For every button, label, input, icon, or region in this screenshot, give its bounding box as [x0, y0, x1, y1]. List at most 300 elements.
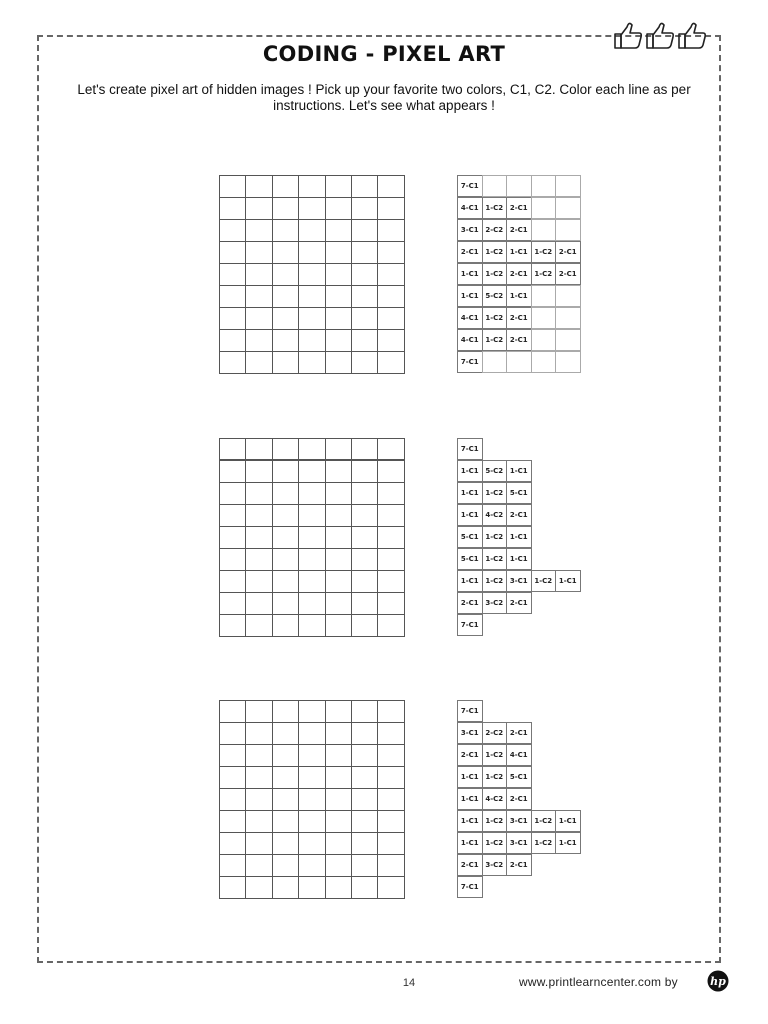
pixel-cell[interactable]: [378, 593, 404, 615]
pixel-cell[interactable]: [326, 198, 352, 220]
pixel-cell[interactable]: [299, 352, 325, 374]
pixel-cell[interactable]: [220, 198, 246, 220]
instruction-cell: 5-C1: [457, 548, 483, 570]
pixel-cell[interactable]: [352, 615, 378, 637]
pixel-cell[interactable]: [352, 571, 378, 593]
instruction-row: [458, 242, 581, 264]
instruction-cell: 2-C1: [506, 307, 532, 329]
instruction-cell: [555, 307, 581, 329]
pixel-cell[interactable]: [326, 220, 352, 242]
pixel-cell[interactable]: [326, 505, 352, 527]
pixel-cell[interactable]: [326, 701, 352, 723]
pixel-cell[interactable]: [378, 833, 404, 855]
instruction-cell: 2-C1: [506, 854, 532, 876]
pixel-cell[interactable]: [220, 767, 246, 789]
pixel-cell[interactable]: [352, 220, 378, 242]
pixel-cell[interactable]: [326, 571, 352, 593]
pixel-cell[interactable]: [326, 461, 352, 483]
pixel-cell[interactable]: [326, 352, 352, 374]
pixel-cell[interactable]: [326, 877, 352, 899]
instruction-row: [458, 308, 581, 330]
pixel-cell[interactable]: [273, 855, 299, 877]
instruction-cell: [482, 351, 508, 373]
instruction-cell: 1-C1: [506, 548, 532, 570]
pixel-cell[interactable]: [220, 723, 246, 745]
pixel-cell[interactable]: [326, 242, 352, 264]
pixel-cell[interactable]: [220, 286, 246, 308]
instruction-cell: 1-C2: [482, 197, 508, 219]
pixel-cell[interactable]: [273, 461, 299, 483]
pixel-cell[interactable]: [220, 877, 246, 899]
pixel-cell[interactable]: [246, 439, 272, 461]
pixel-cell[interactable]: [299, 571, 325, 593]
pixel-cell[interactable]: [326, 723, 352, 745]
pixel-cell[interactable]: [246, 330, 272, 352]
pixel-cell[interactable]: [220, 220, 246, 242]
pixel-cell[interactable]: [246, 505, 272, 527]
instruction-cell: 7-C1: [457, 351, 483, 373]
instruction-row: [458, 571, 581, 593]
pixel-cell[interactable]: [352, 877, 378, 899]
pixel-cell[interactable]: [299, 198, 325, 220]
pixel-cell[interactable]: [352, 855, 378, 877]
pixel-cell[interactable]: [220, 571, 246, 593]
pixel-cell[interactable]: [246, 461, 272, 483]
blank-pixel-grid[interactable]: [219, 175, 405, 374]
instruction-row: [458, 176, 581, 198]
pixel-cell[interactable]: [299, 877, 325, 899]
instruction-table: [458, 701, 581, 899]
pixel-cell[interactable]: [246, 264, 272, 286]
pixel-cell[interactable]: [326, 308, 352, 330]
pixel-cell[interactable]: [220, 461, 246, 483]
pixel-cell[interactable]: [299, 615, 325, 637]
instruction-row: [458, 549, 581, 571]
instruction-cell: 2-C2: [482, 722, 508, 744]
instruction-cell: 3-C1: [506, 570, 532, 592]
pixel-cell[interactable]: [326, 330, 352, 352]
pixel-cell[interactable]: [299, 330, 325, 352]
instruction-cell: 7-C1: [457, 614, 483, 636]
pixel-cell[interactable]: [378, 877, 404, 899]
pixel-cell[interactable]: [273, 549, 299, 571]
pixel-cell[interactable]: [273, 789, 299, 811]
pixel-cell[interactable]: [352, 308, 378, 330]
pixel-cell[interactable]: [220, 855, 246, 877]
pixel-cell[interactable]: [299, 527, 325, 549]
instruction-cell: 2-C1: [457, 592, 483, 614]
pixel-cell[interactable]: [299, 286, 325, 308]
pixel-cell[interactable]: [246, 308, 272, 330]
pixel-cell[interactable]: [246, 593, 272, 615]
pixel-cell[interactable]: [273, 242, 299, 264]
instruction-cell: 1-C1: [457, 482, 483, 504]
instruction-cell: 1-C1: [457, 504, 483, 526]
pixel-cell[interactable]: [246, 701, 272, 723]
instruction-cell: 1-C2: [482, 766, 508, 788]
pixel-cell[interactable]: [299, 789, 325, 811]
pixel-cell[interactable]: [273, 483, 299, 505]
pixel-cell[interactable]: [246, 767, 272, 789]
pixel-cell[interactable]: [378, 615, 404, 637]
pixel-cell[interactable]: [246, 527, 272, 549]
instruction-row: [458, 855, 581, 877]
instruction-cell: 1-C1: [457, 460, 483, 482]
pixel-cell[interactable]: [299, 220, 325, 242]
hp-logo-icon: [707, 970, 729, 992]
pixel-cell[interactable]: [326, 789, 352, 811]
instruction-cell: 3-C1: [506, 810, 532, 832]
pixel-cell[interactable]: [246, 745, 272, 767]
instruction-row: [458, 198, 581, 220]
pixel-cell[interactable]: [220, 505, 246, 527]
pixel-cell[interactable]: [352, 176, 378, 198]
pixel-cell[interactable]: [273, 264, 299, 286]
blank-pixel-grid[interactable]: [219, 700, 405, 899]
pixel-cell[interactable]: [246, 549, 272, 571]
instructions-text: Let's create pixel art of hidden images ! Pick up your favorite two colors, C1, C2. Color each line as per instructions. Let's see what appears !: [77, 82, 691, 113]
instruction-cell: 1-C1: [506, 460, 532, 482]
pixel-cell[interactable]: [273, 505, 299, 527]
instruction-cell: 2-C1: [457, 854, 483, 876]
pixel-cell[interactable]: [273, 745, 299, 767]
instruction-cell: 5-C2: [482, 460, 508, 482]
instruction-row: [458, 286, 581, 308]
instruction-row: [458, 505, 581, 527]
pixel-cell[interactable]: [378, 811, 404, 833]
instruction-cell: [531, 307, 557, 329]
pixel-cell[interactable]: [352, 286, 378, 308]
pixel-cell[interactable]: [352, 352, 378, 374]
pixel-cell[interactable]: [326, 767, 352, 789]
pixel-cell[interactable]: [378, 745, 404, 767]
pixel-cell[interactable]: [378, 286, 404, 308]
pixel-cell[interactable]: [246, 833, 272, 855]
instruction-cell: 3-C1: [506, 832, 532, 854]
instruction-cell: 1-C1: [457, 766, 483, 788]
pixel-cell[interactable]: [246, 242, 272, 264]
pixel-cell[interactable]: [299, 833, 325, 855]
pixel-cell[interactable]: [246, 352, 272, 374]
pixel-cell[interactable]: [299, 855, 325, 877]
pixel-cell[interactable]: [352, 789, 378, 811]
instruction-cell: [555, 329, 581, 351]
pixel-cell[interactable]: [220, 527, 246, 549]
instruction-cell: 5-C1: [506, 766, 532, 788]
instruction-row: [458, 593, 581, 615]
instruction-cell: 1-C2: [531, 263, 557, 285]
pixel-cell[interactable]: [246, 811, 272, 833]
instruction-row: [458, 483, 581, 505]
instruction-cell: 1-C1: [555, 832, 581, 854]
instruction-cell: [506, 351, 532, 373]
pixel-cell[interactable]: [299, 811, 325, 833]
pixel-cell[interactable]: [378, 701, 404, 723]
instruction-cell: [531, 285, 557, 307]
pixel-cell[interactable]: [246, 789, 272, 811]
instruction-cell: 1-C1: [555, 810, 581, 832]
pixel-cell[interactable]: [246, 198, 272, 220]
pixel-cell[interactable]: [326, 745, 352, 767]
instruction-cell: 1-C1: [506, 241, 532, 263]
instruction-cell: 1-C2: [482, 241, 508, 263]
pixel-cell[interactable]: [273, 833, 299, 855]
instruction-cell: [555, 219, 581, 241]
instruction-cell: 1-C2: [482, 329, 508, 351]
pixel-cell[interactable]: [378, 220, 404, 242]
pixel-cell[interactable]: [352, 198, 378, 220]
pixel-cell[interactable]: [220, 264, 246, 286]
pixel-cell[interactable]: [326, 593, 352, 615]
instruction-cell: 2-C1: [555, 241, 581, 263]
pixel-cell[interactable]: [220, 789, 246, 811]
pixel-cell[interactable]: [378, 242, 404, 264]
pixel-cell[interactable]: [378, 767, 404, 789]
pixel-cell[interactable]: [299, 505, 325, 527]
instruction-cell: 5-C1: [506, 482, 532, 504]
pixel-cell[interactable]: [326, 286, 352, 308]
instruction-cell: 7-C1: [457, 175, 483, 197]
instruction-cell: 3-C2: [482, 592, 508, 614]
pixel-cell[interactable]: [220, 701, 246, 723]
pixel-cell[interactable]: [299, 701, 325, 723]
pixel-cell[interactable]: [299, 723, 325, 745]
instruction-cell: 4-C1: [457, 307, 483, 329]
pixel-cell[interactable]: [326, 615, 352, 637]
pixel-cell[interactable]: [378, 176, 404, 198]
pixel-cell[interactable]: [220, 549, 246, 571]
instruction-cell: 1-C2: [531, 810, 557, 832]
pixel-cell[interactable]: [273, 767, 299, 789]
instruction-cell: 2-C1: [506, 263, 532, 285]
instruction-cell: 1-C2: [482, 482, 508, 504]
blank-pixel-grid[interactable]: [219, 438, 405, 637]
pixel-cell[interactable]: [273, 286, 299, 308]
instruction-row: [458, 615, 581, 637]
pixel-cell[interactable]: [246, 571, 272, 593]
pixel-cell[interactable]: [352, 330, 378, 352]
pixel-cell[interactable]: [299, 549, 325, 571]
instruction-cell: [531, 175, 557, 197]
pixel-cell[interactable]: [326, 527, 352, 549]
instruction-cell: 1-C2: [482, 832, 508, 854]
instruction-cell: 3-C1: [457, 722, 483, 744]
pixel-cell[interactable]: [352, 483, 378, 505]
pixel-cell[interactable]: [378, 505, 404, 527]
instruction-table: [458, 176, 581, 374]
pixel-cell[interactable]: [273, 220, 299, 242]
pixel-cell[interactable]: [352, 264, 378, 286]
pixel-cell[interactable]: [326, 176, 352, 198]
pixel-cell[interactable]: [326, 439, 352, 461]
instruction-row: [458, 330, 581, 352]
pixel-cell[interactable]: [378, 264, 404, 286]
pixel-cell[interactable]: [220, 176, 246, 198]
instruction-cell: [555, 197, 581, 219]
instruction-cell: 1-C2: [482, 307, 508, 329]
pixel-cell[interactable]: [273, 593, 299, 615]
pixel-cell[interactable]: [299, 176, 325, 198]
instruction-row: [458, 811, 581, 833]
pixel-cell[interactable]: [220, 352, 246, 374]
instruction-row: [458, 789, 581, 811]
pixel-cell[interactable]: [246, 483, 272, 505]
pixel-cell[interactable]: [352, 439, 378, 461]
pixel-cell[interactable]: [378, 571, 404, 593]
pixel-cell[interactable]: [273, 571, 299, 593]
pixel-cell[interactable]: [220, 593, 246, 615]
pixel-cell[interactable]: [352, 527, 378, 549]
pixel-cell[interactable]: [378, 789, 404, 811]
pixel-cell[interactable]: [246, 176, 272, 198]
pixel-cell[interactable]: [378, 855, 404, 877]
svg-text:hp: hp: [710, 975, 726, 988]
instruction-cell: 4-C1: [457, 197, 483, 219]
pixel-cell[interactable]: [378, 549, 404, 571]
instruction-cell: 2-C1: [506, 722, 532, 744]
instruction-cell: 2-C1: [506, 788, 532, 810]
pixel-cell[interactable]: [273, 701, 299, 723]
pixel-cell[interactable]: [378, 198, 404, 220]
pixel-cell[interactable]: [326, 833, 352, 855]
pixel-cell[interactable]: [326, 483, 352, 505]
pixel-cell[interactable]: [299, 593, 325, 615]
pixel-cell[interactable]: [220, 330, 246, 352]
instruction-cell: 1-C2: [531, 570, 557, 592]
pixel-cell[interactable]: [352, 549, 378, 571]
pixel-cell[interactable]: [220, 308, 246, 330]
pixel-cell[interactable]: [220, 745, 246, 767]
pixel-cell[interactable]: [220, 439, 246, 461]
instruction-cell: 2-C1: [457, 744, 483, 766]
pixel-cell[interactable]: [220, 811, 246, 833]
pixel-cell[interactable]: [352, 767, 378, 789]
pixel-cell[interactable]: [326, 264, 352, 286]
instruction-cell: 1-C1: [506, 526, 532, 548]
pixel-cell[interactable]: [273, 439, 299, 461]
pixel-cell[interactable]: [220, 833, 246, 855]
instruction-cell: 1-C2: [482, 570, 508, 592]
instruction-cell: 7-C1: [457, 438, 483, 460]
pixel-cell[interactable]: [299, 767, 325, 789]
instruction-cell: 1-C1: [457, 832, 483, 854]
pixel-cell[interactable]: [352, 833, 378, 855]
pixel-cell[interactable]: [352, 723, 378, 745]
pixel-cell[interactable]: [246, 877, 272, 899]
pixel-cell[interactable]: [378, 330, 404, 352]
pixel-cell[interactable]: [220, 242, 246, 264]
pixel-cell[interactable]: [273, 877, 299, 899]
pixel-cell[interactable]: [273, 723, 299, 745]
pixel-cell[interactable]: [299, 264, 325, 286]
instruction-row: [458, 220, 581, 242]
pixel-cell[interactable]: [326, 811, 352, 833]
instruction-cell: [555, 175, 581, 197]
instruction-cell: 4-C2: [482, 504, 508, 526]
instruction-cell: 1-C1: [457, 263, 483, 285]
pixel-cell[interactable]: [326, 855, 352, 877]
pixel-cell[interactable]: [273, 308, 299, 330]
pixel-cell[interactable]: [273, 176, 299, 198]
page-number: 14: [402, 977, 416, 989]
instruction-cell: 1-C2: [531, 832, 557, 854]
instruction-cell: [531, 351, 557, 373]
instruction-cell: 2-C1: [506, 504, 532, 526]
instruction-row: [458, 745, 581, 767]
pixel-cell[interactable]: [352, 242, 378, 264]
pixel-cell[interactable]: [326, 549, 352, 571]
pixel-cell[interactable]: [378, 352, 404, 374]
pixel-cell[interactable]: [378, 461, 404, 483]
instruction-cell: 7-C1: [457, 876, 483, 898]
instruction-cell: 2-C1: [506, 592, 532, 614]
pixel-cell[interactable]: [220, 615, 246, 637]
page-title: CODING - PIXEL ART: [262, 42, 506, 66]
pixel-cell[interactable]: [273, 352, 299, 374]
pixel-cell[interactable]: [246, 615, 272, 637]
pixel-cell[interactable]: [352, 461, 378, 483]
instruction-cell: 5-C1: [457, 526, 483, 548]
pixel-cell[interactable]: [246, 723, 272, 745]
instruction-cell: 1-C1: [457, 570, 483, 592]
pixel-cell[interactable]: [220, 483, 246, 505]
pixel-cell[interactable]: [352, 701, 378, 723]
pixel-cell[interactable]: [352, 593, 378, 615]
instruction-cell: 1-C1: [457, 285, 483, 307]
instruction-row: [458, 461, 581, 483]
pixel-cell[interactable]: [378, 527, 404, 549]
instruction-cell: 1-C2: [482, 548, 508, 570]
pixel-cell[interactable]: [246, 855, 272, 877]
instruction-cell: 2-C2: [482, 219, 508, 241]
pixel-cell[interactable]: [299, 461, 325, 483]
instruction-cell: [531, 329, 557, 351]
instruction-row: [458, 723, 581, 745]
pixel-cell[interactable]: [299, 242, 325, 264]
instruction-row: [458, 767, 581, 789]
instruction-row: [458, 701, 581, 723]
instruction-cell: 1-C2: [482, 263, 508, 285]
pixel-cell[interactable]: [273, 527, 299, 549]
pixel-cell[interactable]: [299, 483, 325, 505]
pixel-cell[interactable]: [273, 811, 299, 833]
pixel-cell[interactable]: [273, 198, 299, 220]
pixel-cell[interactable]: [378, 439, 404, 461]
instruction-cell: 1-C2: [531, 241, 557, 263]
instruction-cell: 1-C2: [482, 744, 508, 766]
pixel-cell[interactable]: [352, 745, 378, 767]
pixel-cell[interactable]: [378, 483, 404, 505]
footer-link[interactable]: www.printlearncenter.com by: [519, 975, 678, 989]
pixel-cell[interactable]: [378, 308, 404, 330]
pixel-cell[interactable]: [273, 330, 299, 352]
pixel-cell[interactable]: [352, 505, 378, 527]
instruction-cell: 5-C2: [482, 285, 508, 307]
pixel-cell[interactable]: [299, 439, 325, 461]
instruction-row: [458, 352, 581, 374]
instruction-cell: 4-C1: [506, 744, 532, 766]
pixel-cell[interactable]: [378, 723, 404, 745]
pixel-cell[interactable]: [299, 745, 325, 767]
pixel-cell[interactable]: [299, 308, 325, 330]
pixel-cell[interactable]: [273, 615, 299, 637]
instruction-row: [458, 264, 581, 286]
instruction-cell: 3-C2: [482, 854, 508, 876]
pixel-cell[interactable]: [352, 811, 378, 833]
instruction-row: [458, 527, 581, 549]
pixel-cell[interactable]: [246, 220, 272, 242]
pixel-cell[interactable]: [246, 286, 272, 308]
